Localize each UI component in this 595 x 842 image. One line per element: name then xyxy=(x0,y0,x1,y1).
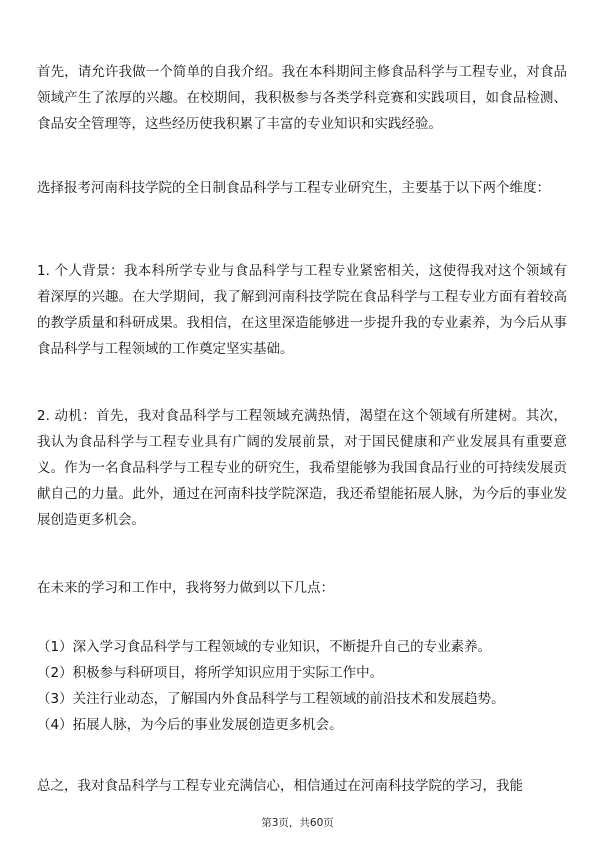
paragraph-self-intro: 首先，请允许我做一个简单的自我介绍。我在本科期间主修食品科学与工程专业，对食品领域产生了浓厚的兴趣。在校期间，我积极参与各类学科竞赛和实践项目，如食品检测、食品安全管理等，这些经历使我积累了丰富的专业知识和实践经验。 xyxy=(37,64,567,132)
list-item-3: （3）关注行业动态，了解国内外食品科学与工程领域的前沿技术和发展趋势。 xyxy=(37,691,505,707)
paragraph-personal-background: 1. 个人背景：我本科所学专业与食品科学与工程专业紧密相关，这使得我对这个领域有着深厚的兴趣。在大学期间，我了解到河南科技学院在食品科学与工程专业方面有着较高的教学质量和科研成果。我相信，在这里深造能够进一步提升我的专业素养，为今后从事食品科学与工程领域的工作奠定坚实基础。 xyxy=(37,263,567,357)
paragraph-closing: 总之，我对食品科学与工程专业充满信心，相信通过在河南科技学院的学习，我能 xyxy=(37,778,523,794)
paragraph-future-plans-intro: 在未来的学习和工作中，我将努力做到以下几点： xyxy=(37,580,334,596)
list-item-4: （4）拓展人脉，为今后的事业发展创造更多机会。 xyxy=(37,717,343,733)
paragraph-motivation: 2. 动机：首先，我对食品科学与工程领域充满热情，渴望在这个领域有所建树。其次，我认为食品科学与工程专业具有广阔的发展前景，对于国民健康和产业发展具有重要意义。作为一名食品科学与工程专业的研究生，我希望能够为我国食品行业的可持续发展贡献自己的力量。此外，通过在河南科技学院深造，我还希望能拓展人脉，为今后的事业发展创造更多机会。 xyxy=(37,408,567,528)
list-item-1: （1）深入学习食品科学与工程领域的专业知识，不断提升自己的专业素养。 xyxy=(37,639,492,655)
list-item-2: （2）积极参与科研项目，将所学知识应用于实际工作中。 xyxy=(37,665,384,681)
paragraph-choice-reason: 选择报考河南科技学院的全日制食品科学与工程专业研究生，主要基于以下两个维度： xyxy=(37,180,550,196)
page-number-footer: 第3页，共60页 xyxy=(261,817,334,829)
